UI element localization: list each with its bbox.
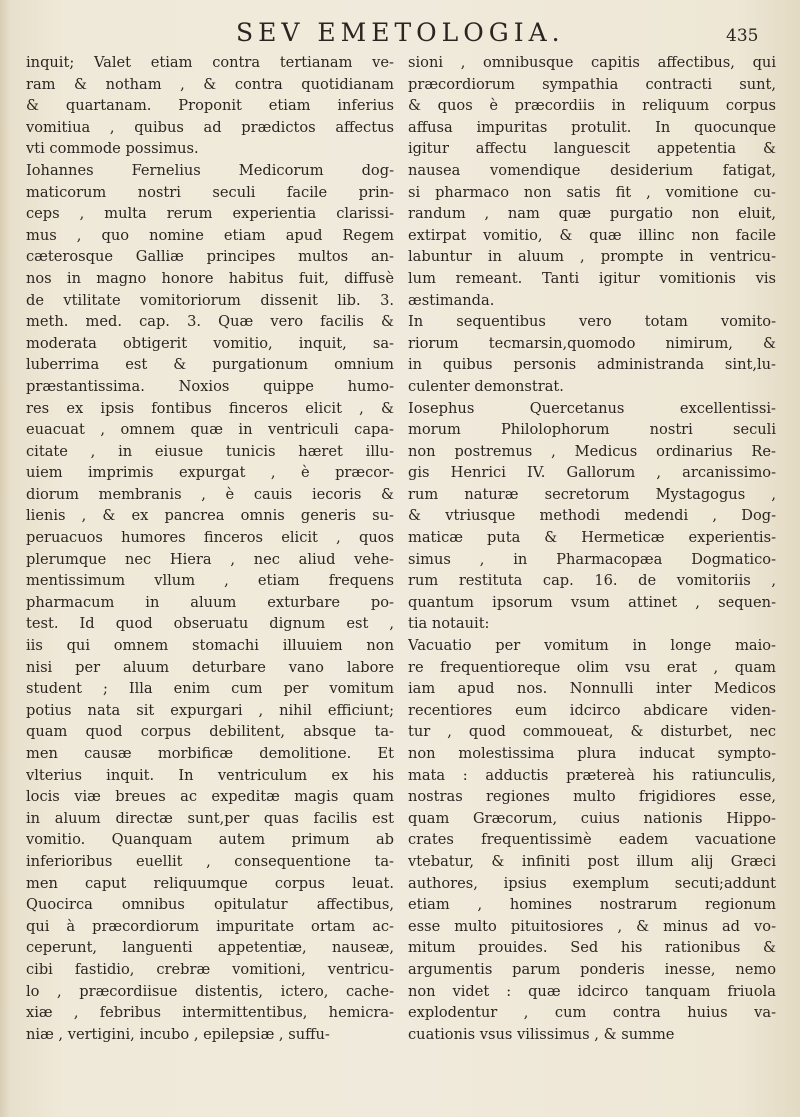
text-line: si pharmaco non satis fit , vomitione cu- xyxy=(408,183,776,201)
text-line: in aluum directæ sunt,per quas facilis est xyxy=(26,809,394,827)
text-line: mentissimum vllum , etiam frequens xyxy=(26,572,394,590)
page-header xyxy=(0,12,800,52)
text-line: lum remeant. Tanti igitur vomitionis vis xyxy=(408,269,776,287)
text-line: ram & notham , & contra quotidianam xyxy=(26,75,394,93)
text-line: xiæ , febribus intermittentibus, hemicra- xyxy=(26,1004,394,1022)
text-line: de vtilitate vomitoriorum dissenit lib. 3. xyxy=(26,291,394,309)
text-line: sioni , omnibusque capitis affectibus, qui xyxy=(408,54,776,71)
text-line: tia notauit: xyxy=(408,615,490,633)
text-line: lo , præcordiisue distentis, ictero, cache- xyxy=(26,982,394,1000)
text-line: & quos è præcordiis in reliquum corpus xyxy=(408,97,776,115)
text-line: niæ , vertigini, incubo , epilepsiæ , suffu- xyxy=(26,1025,330,1043)
text-line: præstantissima. Noxios quippe humo- xyxy=(26,377,394,395)
text-line: nausea vomendique desiderium fatigat, xyxy=(408,161,776,179)
text-line: res ex ipsis fontibus finceros elicit , & xyxy=(26,399,394,417)
text-line: mus , quo nomine etiam apud Regem xyxy=(26,226,394,244)
text-line: mata : adductis prætereà his ratiunculis, xyxy=(408,766,776,784)
text-line: quam quod corpus debilitent, absque ta- xyxy=(26,723,394,741)
text-line: gis Henrici IV. Gallorum , arcanissimo- xyxy=(408,464,776,482)
text-line: maticæ puta & Hermeticæ experientis- xyxy=(408,529,776,547)
text-line: vomitiua , quibus ad prædictos affectus xyxy=(26,118,394,136)
text-line: iam apud nos. Nonnulli inter Medicos xyxy=(408,680,776,698)
text-line: cæterosque Galliæ principes multos an- xyxy=(26,248,394,266)
text-line: ceperunt, languenti appetentiæ, nauseæ, xyxy=(26,939,394,957)
left-text-column xyxy=(26,52,394,1045)
right-text-column xyxy=(408,52,776,1045)
text-line: morum Philolophorum nostri seculi xyxy=(408,421,776,439)
text-line: labuntur in aluum , prompte in ventricu- xyxy=(408,248,776,266)
text-line: non postremus , Medicus ordinarius Re- xyxy=(408,442,776,460)
text-line: & quartanam. Proponit etiam inferius xyxy=(26,97,394,115)
text-line: recentiores eum idcirco abdicare viden- xyxy=(408,701,776,719)
text-line: test. Id quod obseruatu dignum est , xyxy=(26,615,394,633)
text-line: affusa impuritas protulit. In quocunque xyxy=(408,118,776,136)
text-line: qui à præcordiorum impuritate ortam ac- xyxy=(26,917,394,935)
text-line: iis qui omnem stomachi illuuiem non xyxy=(26,637,394,655)
text-line: vomitio. Quanquam autem primum ab xyxy=(26,831,394,849)
text-line: argumentis parum ponderis inesse, nemo xyxy=(408,960,776,978)
text-line: student ; Illa enim cum per vomitum xyxy=(26,680,394,698)
text-line: ceps , multa rerum experientia clarissi- xyxy=(26,205,394,223)
text-line: Iosephus Quercetanus excellentissi- xyxy=(408,399,776,417)
text-line: tur , quod commoueat, & disturbet, nec xyxy=(408,723,776,741)
text-line: riorum tecmarsin,quomodo nimirum, & xyxy=(408,334,776,352)
text-line: igitur affectu languescit appetentia & xyxy=(408,140,776,158)
text-line: inquit; Valet etiam contra tertianam ve- xyxy=(26,54,394,71)
text-line: Quocirca omnibus opitulatur affectibus, xyxy=(26,896,394,914)
page-number: 435 xyxy=(726,26,759,46)
running-title: SEV EMETOLOGIA. xyxy=(236,18,565,47)
text-line: explodentur , cum contra huius va- xyxy=(408,1004,776,1022)
text-line: extirpat vomitio, & quæ illinc non facile xyxy=(408,226,776,244)
text-line: Vacuatio per vomitum in longe maio- xyxy=(408,637,776,655)
text-line: rum restituta cap. 16. de vomitoriis , xyxy=(408,572,776,590)
text-line: men caput reliquumque corpus leuat. xyxy=(26,874,394,892)
text-line: meth. med. cap. 3. Quæ vero facilis & xyxy=(26,313,394,331)
text-line: vti commode possimus. xyxy=(26,140,199,158)
text-line: Iohannes Fernelius Medicorum dog- xyxy=(26,161,394,179)
text-line: vtebatur, & infiniti post illum alij Græci xyxy=(408,852,776,870)
text-line: citate , in eiusue tunicis hæret illu- xyxy=(26,442,394,460)
text-line: men causæ morbificæ demolitione. Et xyxy=(26,745,394,762)
gutter-shadow xyxy=(0,0,10,1117)
text-line: quam Græcorum, cuius nationis Hippo- xyxy=(408,809,776,827)
text-line: rum naturæ secretorum Mystagogus , xyxy=(408,485,776,503)
text-line: etiam , homines nostrarum regionum xyxy=(408,896,776,914)
text-line: euacuat , omnem quæ in ventriculi capa- xyxy=(26,421,394,439)
text-line: luberrima est & purgationum omnium xyxy=(26,356,394,374)
text-line: potius nata sit expurgari , nihil efficiunt; xyxy=(26,701,394,719)
text-line: randum , nam quæ purgatio non eluit, xyxy=(408,205,776,223)
text-line: moderata obtigerit vomitio, inquit, sa- xyxy=(26,334,394,352)
text-line: plerumque nec Hiera , nec aliud vehe- xyxy=(26,550,394,568)
text-line: In sequentibus vero totam vomito- xyxy=(408,313,776,331)
text-line: peruacuos humores finceros elicit , quos xyxy=(26,529,394,547)
text-line: quantum ipsorum vsum attinet , sequen- xyxy=(408,593,776,611)
text-line: non videt : quæ idcirco tanquam friuola xyxy=(408,982,776,1000)
text-line: crates frequentissimè eadem vacuatione xyxy=(408,831,776,849)
text-line: diorum membranis , è cauis iecoris & xyxy=(26,485,394,503)
text-line: nos in magno honore habitus fuit, diffusè xyxy=(26,269,394,287)
text-line: non molestissima plura inducat sympto- xyxy=(408,745,776,762)
text-line: culenter demonstrat. xyxy=(408,377,564,395)
text-line: inferioribus euellit , consequentione ta- xyxy=(26,852,394,870)
text-line: æstimanda. xyxy=(408,291,495,309)
text-line: maticorum nostri seculi facile prin- xyxy=(26,183,394,201)
text-line: locis viæ breues ac expeditæ magis quam xyxy=(26,788,394,806)
text-line: nisi per aluum deturbare vano labore xyxy=(26,658,394,676)
text-line: lienis , & ex pancrea omnis generis su- xyxy=(26,507,394,525)
text-line: & vtriusque methodi medendi , Dog- xyxy=(408,507,776,525)
text-line: in quibus personis administranda sint,lu- xyxy=(408,356,776,374)
text-line: re frequentioreque olim vsu erat , quam xyxy=(408,658,776,676)
text-line: mitum prouides. Sed his rationibus & xyxy=(408,939,776,957)
text-line: cibi fastidio, crebræ vomitioni, ventricu- xyxy=(26,960,394,978)
text-line: simus , in Pharmacopæa Dogmatico- xyxy=(408,550,776,568)
text-line: cuationis vsus vilissimus , & summe xyxy=(408,1025,675,1043)
text-line: nostras regiones multo frigidiores esse, xyxy=(408,788,776,806)
text-line: pharmacum in aluum exturbare po- xyxy=(26,593,394,611)
text-line: uiem imprimis expurgat , è præcor- xyxy=(26,464,394,482)
text-line: esse multo pituitosiores , & minus ad vo- xyxy=(408,917,776,935)
text-line: præcordiorum sympathia contracti sunt, xyxy=(408,75,776,93)
text-line: vlterius inquit. In ventriculum ex his xyxy=(26,766,394,784)
text-line: authores, ipsius exemplum secuti;addunt xyxy=(408,874,776,892)
